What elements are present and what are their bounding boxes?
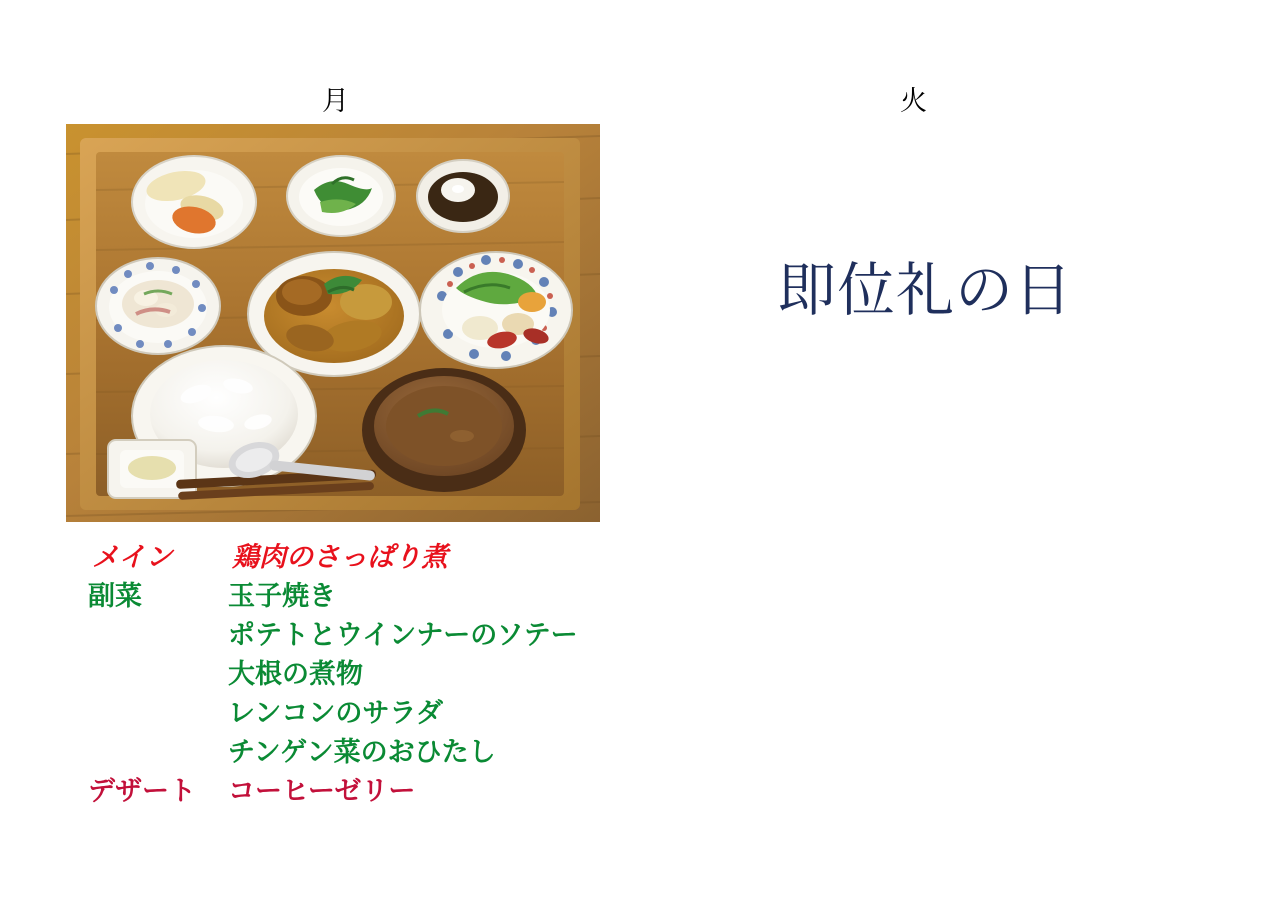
menu-value-side-5: チンゲン菜のおひたし — [228, 737, 496, 767]
menu-row-side-2 — [66, 616, 686, 655]
menu-value-side-3: 大根の煮物 — [228, 659, 363, 689]
menu-value-dessert: コーヒーゼリー — [228, 776, 416, 806]
meal-tray-illustration — [66, 124, 600, 522]
menu-row-dessert — [66, 772, 686, 811]
menu-value-side-4: レンコンのサラダ — [228, 698, 444, 728]
dish-sauce — [417, 160, 509, 232]
menu-label-dessert: デザート — [88, 776, 196, 806]
column-header-monday: 月 — [322, 86, 349, 116]
menu-row-side-4 — [66, 694, 686, 733]
column-header-tuesday: 火 — [900, 86, 927, 116]
menu-value-main: 鶏肉のさっぱり煮 — [232, 542, 448, 572]
menu-value-side-1: 玉子焼き — [228, 581, 336, 611]
menu-row-side-1 — [66, 577, 686, 616]
tuesday-holiday-note: 即位礼の日 — [778, 258, 1074, 323]
dish-salad-plate — [420, 252, 572, 368]
dish-greens — [287, 156, 395, 236]
menu-label-main: メイン — [92, 542, 173, 572]
menu-list — [66, 538, 686, 811]
dish-small-pickle — [108, 440, 196, 498]
menu-row-main — [66, 538, 686, 577]
dish-miso-soup — [362, 368, 526, 492]
menu-row-side-3 — [66, 655, 686, 694]
menu-label-side: 副菜 — [88, 581, 142, 611]
dish-lotus-salad — [96, 258, 220, 354]
menu-row-side-5 — [66, 733, 686, 772]
menu-value-side-2: ポテトとウインナーのソテー — [228, 620, 578, 650]
dish-pickles — [132, 156, 256, 248]
meal-tray-photo — [66, 124, 600, 522]
